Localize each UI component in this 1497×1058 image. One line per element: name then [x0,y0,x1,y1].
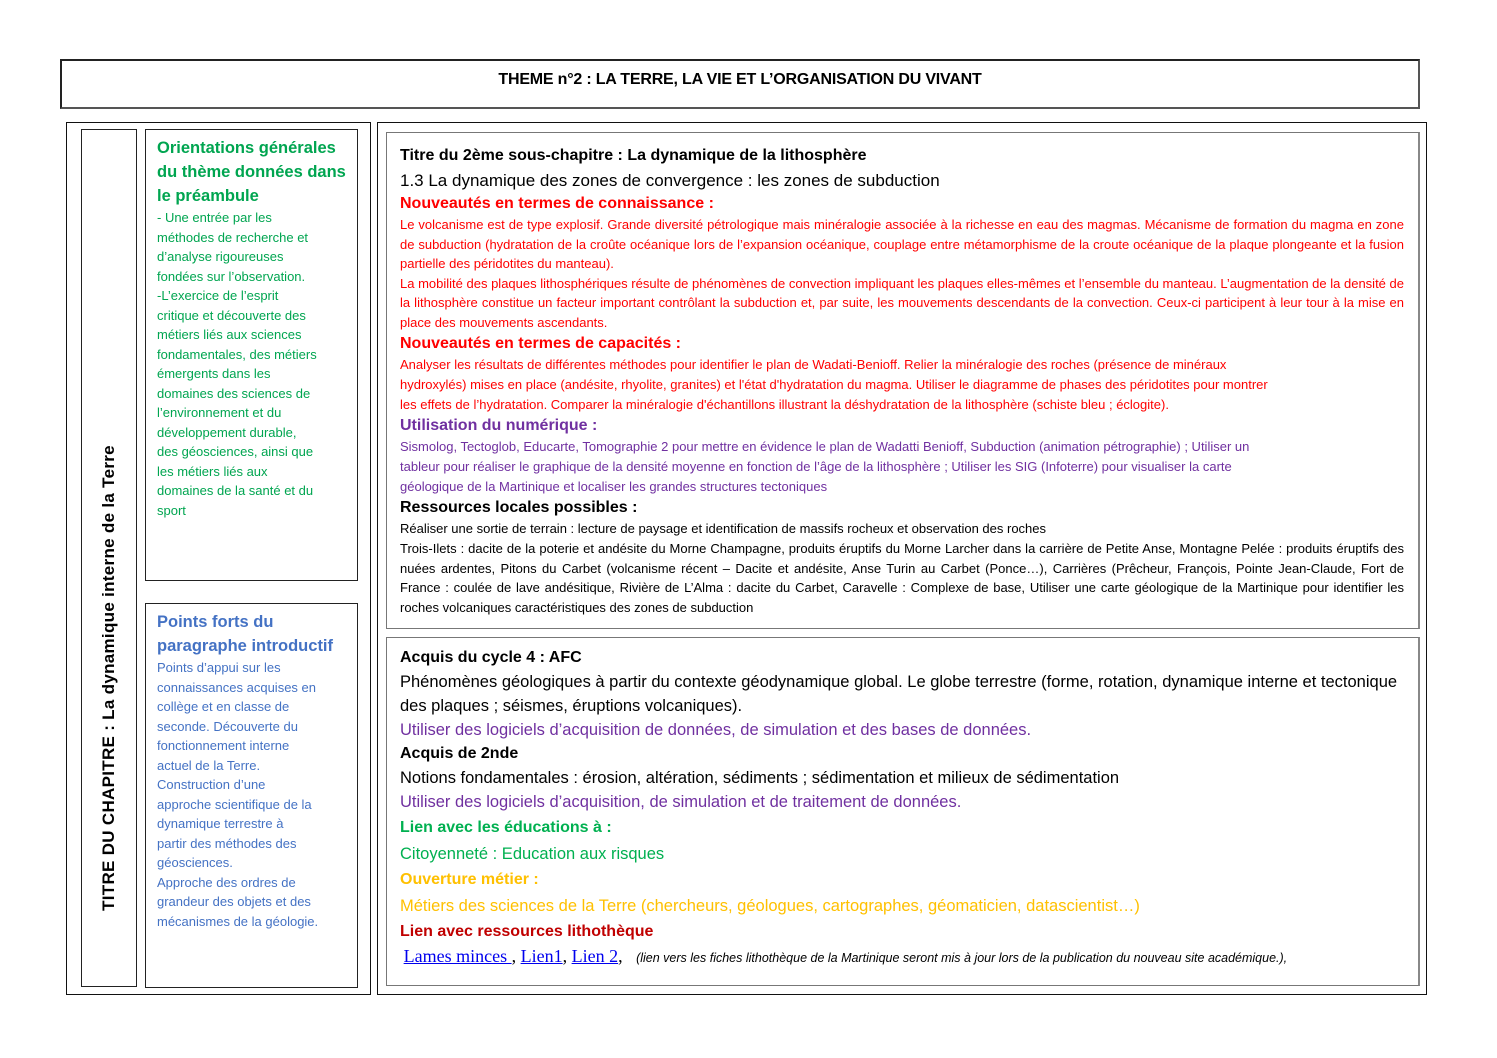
orientations-line: les métiers liés aux [157,463,268,479]
orientations-line: domaines des sciences de [157,385,311,401]
orientations-line: fondées sur l’observation. [157,268,306,284]
points-forts-line: fonctionnement interne [157,738,290,753]
ressources-heading: Ressources locales possibles : [400,499,638,516]
points-forts-heading: Points forts du paragraphe introductif [157,613,334,655]
points-forts-box [145,603,358,988]
connaissance-heading: Nouveautés en termes de connaissance : [400,195,714,212]
orientations-line: sport [157,502,186,518]
subchapter-box [386,132,1420,629]
capacites-line: Analyser les résultats de différentes méthodes pour identifier le plan de Wadati-Benioff. Relier la minéralogie des roches (présence de minéraux [400,357,1227,372]
orientations-line: l’environnement et du [157,405,282,420]
educations-text: Citoyenneté : Education aux risques [400,845,665,863]
points-forts-line: Points d’appui sur les [157,660,281,675]
acquis-box [386,637,1420,986]
cycle4-text: Phénomènes géologiques à partir du contexte géodynamique global. Le globe terrestre (forme, rotation, dynamique interne et tectonique des plaques ; séismes, éruptions volcaniques). [400,673,1398,715]
section-title: 1.3 La dynamique des zones de convergence : les zones de subduction [400,171,940,190]
connaissance-para-2: La mobilité des plaques lithosphériques résulte de phénomènes de convection impliquant les plaques elles-mêmes et l’ensemble du manteau. L’augmentation de la densité de la lithosphère constitue un facteur important contrôlant la subduction et, par suite, les mouvements descendants de la convection. Ceux-ci participent à leur tour à la mise en place des mouvements ascendants. [400,275,1404,330]
orientations-line: développement durable, [157,424,297,440]
points-forts-line: Construction d’une [157,777,266,792]
lithotheque-note: (lien vers les fiches lithothèque de la Martinique seront mis à jour lors de la publication du nouveau site académique.), [636,951,1288,965]
link-lien1[interactable]: Lien1 [520,946,563,966]
points-forts-line: grandeur des objets et des [157,894,311,909]
capacites-heading: Nouveautés en termes de capacités : [400,335,682,352]
theme-header-box [60,59,1420,109]
orientations-line: fondamentales, des métiers [157,346,317,362]
chapter-vertical-title: TITRE DU CHAPITRE : La dynamique interne de la Terre [99,445,118,911]
seconde-heading: Acquis de 2nde [400,745,519,762]
orientations-line: émergents dans les [157,366,271,381]
points-forts-line: mécanismes de la géologie. [157,913,319,929]
orientations-line: domaines de la santé et du [157,483,314,498]
link-lien2[interactable]: Lien 2 [571,946,619,966]
points-forts-line: connaissances acquises en [157,679,316,695]
points-forts-body [157,658,347,931]
metier-text: Métiers des sciences de la Terre (chercheurs, géologues, cartographes, géomaticien, datascientist…) [400,897,1140,915]
orientations-line: des géosciences, ainsi que [157,444,314,459]
subchapter-title: Titre du 2ème sous-chapitre : La dynamique de la lithosphère [400,147,867,164]
educations-heading: Lien avec les éducations à : [400,819,612,836]
numerique-line: Sismolog, Tectoglob, Educarte, Tomographie 2 pour mettre en évidence le plan de Wadatti Benioff, Subduction (animation pétrographie) ; Utiliser un [400,439,1250,454]
capacites-line: les effets de l’hydratation. Comparer la minéralogie d'échantillons illustrant la déshydratation de la lithosphère (schiste bleu ; éclogite). [400,397,1169,412]
points-forts-line: approche scientifique de la [157,796,312,812]
chapter-title-box [81,129,137,987]
numerique-line: tableur pour réaliser le graphique de la densité moyenne en fonction de l’âge de la lithosphère ; Utiliser les SIG (Infoterre) pour visualiser la carte [400,459,1232,474]
connaissance-para-1: Le volcanisme est de type explosif. Grande diversité pétrologique mais minéralogie associée à la richesse en eau des magmas. Mécanisme de formation du magma en zone de subduction (hydratation de la croûte océanique lors de l’expansion océanique, couplage entre métamorphisme de la croute océanique de la plaque plongeante et la fusion partielle des péridotites du manteau). [400,217,1404,271]
numerique-line: géologique de la Martinique et localiser les grandes structures tectoniques [400,479,828,494]
orientations-box [145,129,358,581]
numerique-heading: Utilisation du numérique : [400,417,598,434]
metier-heading: Ouverture métier : [400,871,539,888]
orientations-heading: Orientations générales du thème données dans le préambule [157,139,346,205]
cycle4-tools: Utiliser des logiciels d’acquisition de données, de simulation et des bases de données. [400,721,1032,739]
link-lames-minces[interactable]: Lames minces [403,946,512,966]
points-forts-line: partir des méthodes des [157,835,297,851]
orientations-line: - Une entrée par les [157,210,272,225]
points-forts-line: seconde. Découverte du [157,718,298,734]
orientations-line: méthodes de recherche et [157,229,309,245]
ressources-para: Trois-Ilets : dacite de la poterie et andésite du Morne Champagne, produits éruptifs du Morne Larcher dans la carrière de Petite Anse, Montagne Pelée : produits éruptifs des nuées ardentes, Pitons du Carbet (volcanisme récent – Dacite et andésite, Anse Turin au Carbet (Ponce…), Carrières (Prêcheur, François, Pointe Jean-Claude, Fort de France : coulée de lave andésitique, Rivière de L’Alma : dacite du Carbet, Caravelle : Complexe de base, Utiliser une carte géologique de la Martinique pour identifier les roches volcaniques caractéristiques des zones de subduction [400,541,1404,615]
seconde-tools: Utiliser des logiciels d’acquisition, de simulation et de traitement de données. [400,793,962,811]
orientations-line: -L’exercice de l’esprit [157,288,279,303]
cycle4-heading: Acquis du cycle 4 : AFC [400,649,582,666]
lithotheque-links-row: Lames minces , Lien1, Lien 2, (lien vers les fiches lithothèque de la Martinique seront mis à jour lors de la publication du nouveau site académique.), [403,946,1288,966]
points-forts-line: collège et en classe de [157,699,290,714]
orientations-body [157,208,347,520]
points-forts-line: dynamique terrestre à [157,816,284,831]
orientations-line: d’analyse rigoureuses [157,249,284,264]
seconde-text: Notions fondamentales : érosion, altération, sédiments ; sédimentation et milieux de sédimentation [400,769,1120,787]
ressources-line-1: Réaliser une sortie de terrain : lecture de paysage et identification de massifs rocheux et observation des roches [400,521,1047,536]
capacites-line: hydroxylés) mises en place (andésite, rhyolite, granites) et l'état d'hydratation du magma. Utiliser le diagramme de phases des péridotites pour montrer [400,377,1268,392]
orientations-line: métiers liés aux sciences [157,327,302,342]
numerique-text [400,437,1404,497]
orientations-line: critique et découverte des [157,307,306,323]
theme-title: THEME n°2 : LA TERRE, LA VIE ET L’ORGANISATION DU VIVANT [498,71,982,88]
points-forts-line: Approche des ordres de [157,874,296,890]
capacites-text [400,355,1404,415]
points-forts-line: actuel de la Terre. [157,757,261,773]
points-forts-line: géosciences. [157,855,233,870]
lithotheque-heading: Lien avec ressources lithothèque [400,923,654,940]
